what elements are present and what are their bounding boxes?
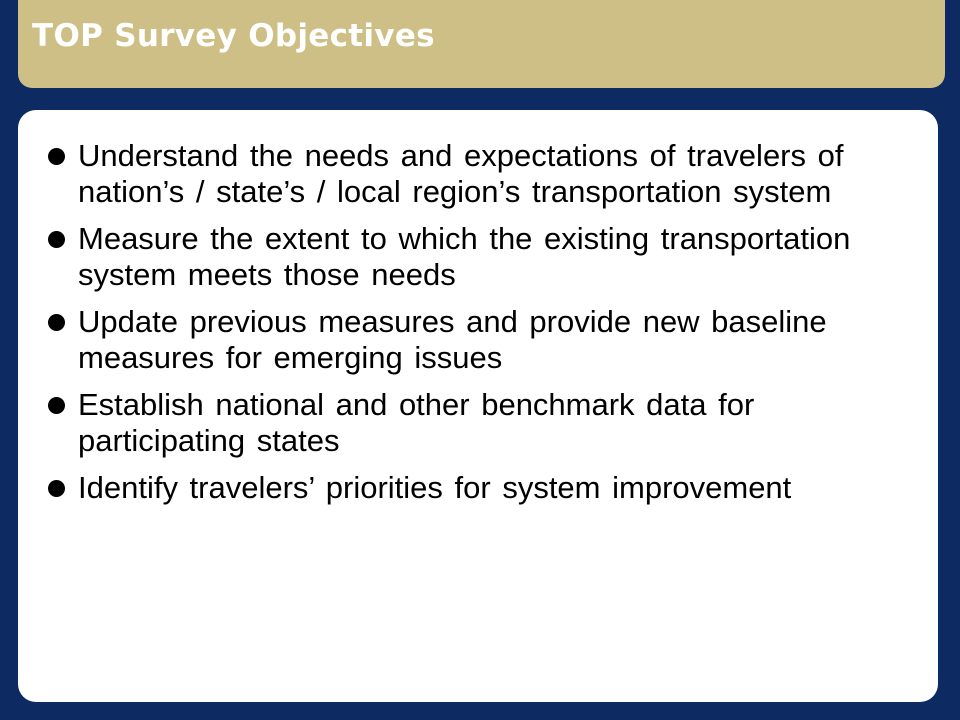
bullet-icon bbox=[48, 314, 65, 331]
page-number: Page 3 bbox=[898, 705, 934, 717]
bullet-list bbox=[48, 138, 928, 517]
bullet-icon bbox=[48, 231, 65, 248]
bullet-item bbox=[48, 387, 928, 459]
bullet-text: Measure the extent to which the existing transportation system meets those needs bbox=[78, 221, 851, 292]
bullet-item bbox=[48, 221, 928, 293]
bullet-text: Identify travelers’ priorities for system improvement bbox=[78, 470, 792, 505]
bullet-item bbox=[48, 304, 928, 376]
bullet-icon bbox=[48, 148, 65, 165]
bullet-icon bbox=[48, 480, 65, 497]
bullet-text: Establish national and other benchmark data for participating states bbox=[78, 387, 755, 458]
slide-title: TOP Survey Objectives bbox=[32, 18, 435, 54]
title-bar bbox=[18, 0, 945, 88]
bullet-text: Update previous measures and provide new baseline measures for emerging issues bbox=[78, 304, 827, 375]
bullet-icon bbox=[48, 397, 65, 414]
bullet-item bbox=[48, 138, 928, 210]
content-panel bbox=[18, 110, 938, 702]
bullet-item bbox=[48, 470, 928, 506]
bullet-text: Understand the needs and expectations of travelers of nation’s / state’s / local region’s transportation system bbox=[78, 138, 844, 209]
